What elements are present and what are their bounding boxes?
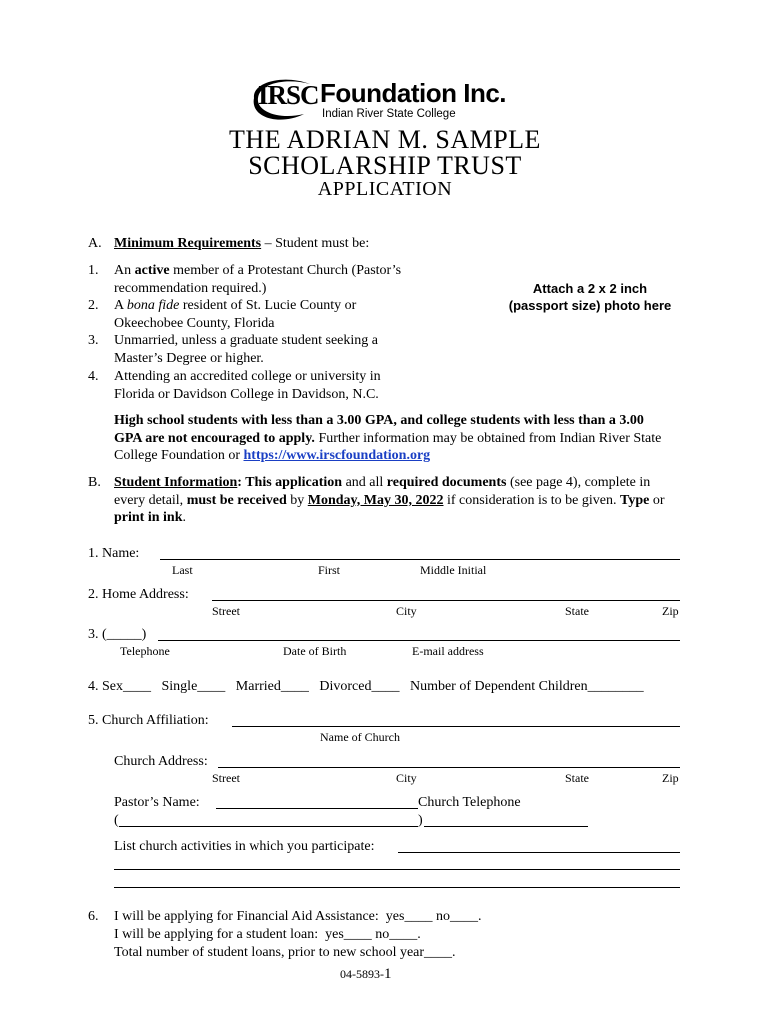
church-affiliation-label: 5. Church Affiliation: <box>88 713 209 728</box>
gpa-notice <box>114 412 674 465</box>
section-a-title: Minimum Requirements <box>114 236 262 251</box>
telephone-caption: Telephone <box>120 644 170 658</box>
church-zip-label: Zip <box>662 771 679 785</box>
church-state-label: State <box>565 771 589 785</box>
section-b-letter: B. <box>88 475 101 490</box>
address-city-label: City <box>396 604 417 618</box>
telephone-label: 3. (_____) <box>88 627 147 642</box>
irsc-foundation-logo <box>244 74 514 124</box>
name-field[interactable] <box>160 559 680 560</box>
form-code: 04-5893- <box>340 967 384 981</box>
church-affiliation-field[interactable] <box>232 726 680 727</box>
q6-number: 6. <box>88 909 99 924</box>
name-last-label: Last <box>172 563 193 577</box>
requirement-num: 4. <box>88 369 99 384</box>
requirement-num: 3. <box>88 333 99 348</box>
telephone-dob-email-field[interactable] <box>158 640 680 641</box>
church-street-label: Street <box>212 771 240 785</box>
activities-field-2[interactable] <box>114 869 680 870</box>
gpa-notice-text: Further information may be obtained from Indian River State College Foundation or <box>114 430 662 463</box>
church-address-field[interactable] <box>218 767 680 768</box>
requirement-text: Attending an accredited college or university in Florida or Davidson College in Davidson, N.C. <box>114 369 381 402</box>
section-a-letter: A. <box>88 236 102 251</box>
activities-field-1[interactable] <box>398 852 680 853</box>
logo-subtitle: Indian River State College <box>322 108 456 120</box>
name-label: 1. Name: <box>88 546 140 561</box>
photo-attach-area <box>498 280 682 314</box>
marital-status-line[interactable]: 4. Sex____ Single____ Married____ Divorced____ Number of Dependent Children________ <box>88 679 644 694</box>
pastor-name-label: Pastor’s Name: <box>114 795 200 810</box>
title-line-1: THE ADRIAN M. SAMPLE <box>229 125 541 154</box>
photo-instruction-2: (passport size) photo here <box>508 298 672 313</box>
paren-open: ( <box>114 813 119 828</box>
gpa-notice-bold: High school students with less than a 3.00 GPA, and college students with less than a 3.00 GPA are not encouraged to apply. <box>114 413 644 446</box>
pastor-phone-field[interactable] <box>119 826 418 827</box>
name-mi-label: Middle Initial <box>420 563 487 577</box>
title-line-2: SCHOLARSHIP TRUST <box>248 151 522 180</box>
church-telephone-field[interactable] <box>424 826 588 827</box>
requirement-num: 1. <box>88 263 99 278</box>
name-first-label: First <box>318 563 341 577</box>
requirement-text: Unmarried, unless a graduate student seeking a Master’s Degree or higher. <box>114 333 378 366</box>
pastor-name-field[interactable] <box>216 808 418 809</box>
church-telephone-label: Church Telephone <box>418 795 521 810</box>
address-street-label: Street <box>212 604 240 618</box>
student-loan-question[interactable]: I will be applying for a student loan: yes____ no____. <box>114 927 421 942</box>
section-a-heading <box>114 235 369 253</box>
address-state-label: State <box>565 604 589 618</box>
email-caption: E-mail address <box>412 644 484 658</box>
church-city-label: City <box>396 771 417 785</box>
home-address-label: 2. Home Address: <box>88 587 189 602</box>
activities-field-3[interactable] <box>114 887 680 888</box>
title-line-3: APPLICATION <box>317 178 453 200</box>
logo-mark-text: IRSC <box>258 80 319 110</box>
paren-close: ) <box>418 813 423 828</box>
total-loans-question[interactable]: Total number of student loans, prior to new school year____. <box>114 945 456 960</box>
financial-aid-question[interactable]: I will be applying for Financial Aid Assistance: yes____ no____. <box>114 909 482 924</box>
church-name-caption: Name of Church <box>320 730 400 744</box>
requirement-text: A bona fide resident of St. Lucie County or Okeechobee County, Florida <box>114 298 357 331</box>
photo-instruction-1: Attach a 2 x 2 inch <box>532 281 648 296</box>
church-activities-label: List church activities in which you participate: <box>114 839 375 854</box>
requirement-text: An active member of a Protestant Church (Pastor’s recommendation required.) <box>114 263 402 296</box>
home-address-field[interactable] <box>212 600 680 601</box>
section-b-intro: Student Information: This application and all required documents (see page 4), complete in every detail, must be received by Monday, May 30, 2022 if consideration is to be given. Type or print in ink. <box>114 475 665 525</box>
requirement-num: 2. <box>88 298 99 313</box>
church-address-label: Church Address: <box>114 754 208 769</box>
deadline-date: Monday, May 30, 2022 <box>307 492 444 508</box>
section-b-title: Student Information <box>114 475 238 490</box>
page-footer <box>340 966 392 984</box>
foundation-website-link[interactable]: https://www.irscfoundation.org <box>243 448 431 463</box>
page-number: 1 <box>384 966 392 982</box>
address-zip-label: Zip <box>662 604 679 618</box>
logo-name: Foundation Inc. <box>320 78 507 108</box>
section-a-title-rest: – Student must be: <box>261 236 370 251</box>
dob-caption: Date of Birth <box>283 644 347 658</box>
